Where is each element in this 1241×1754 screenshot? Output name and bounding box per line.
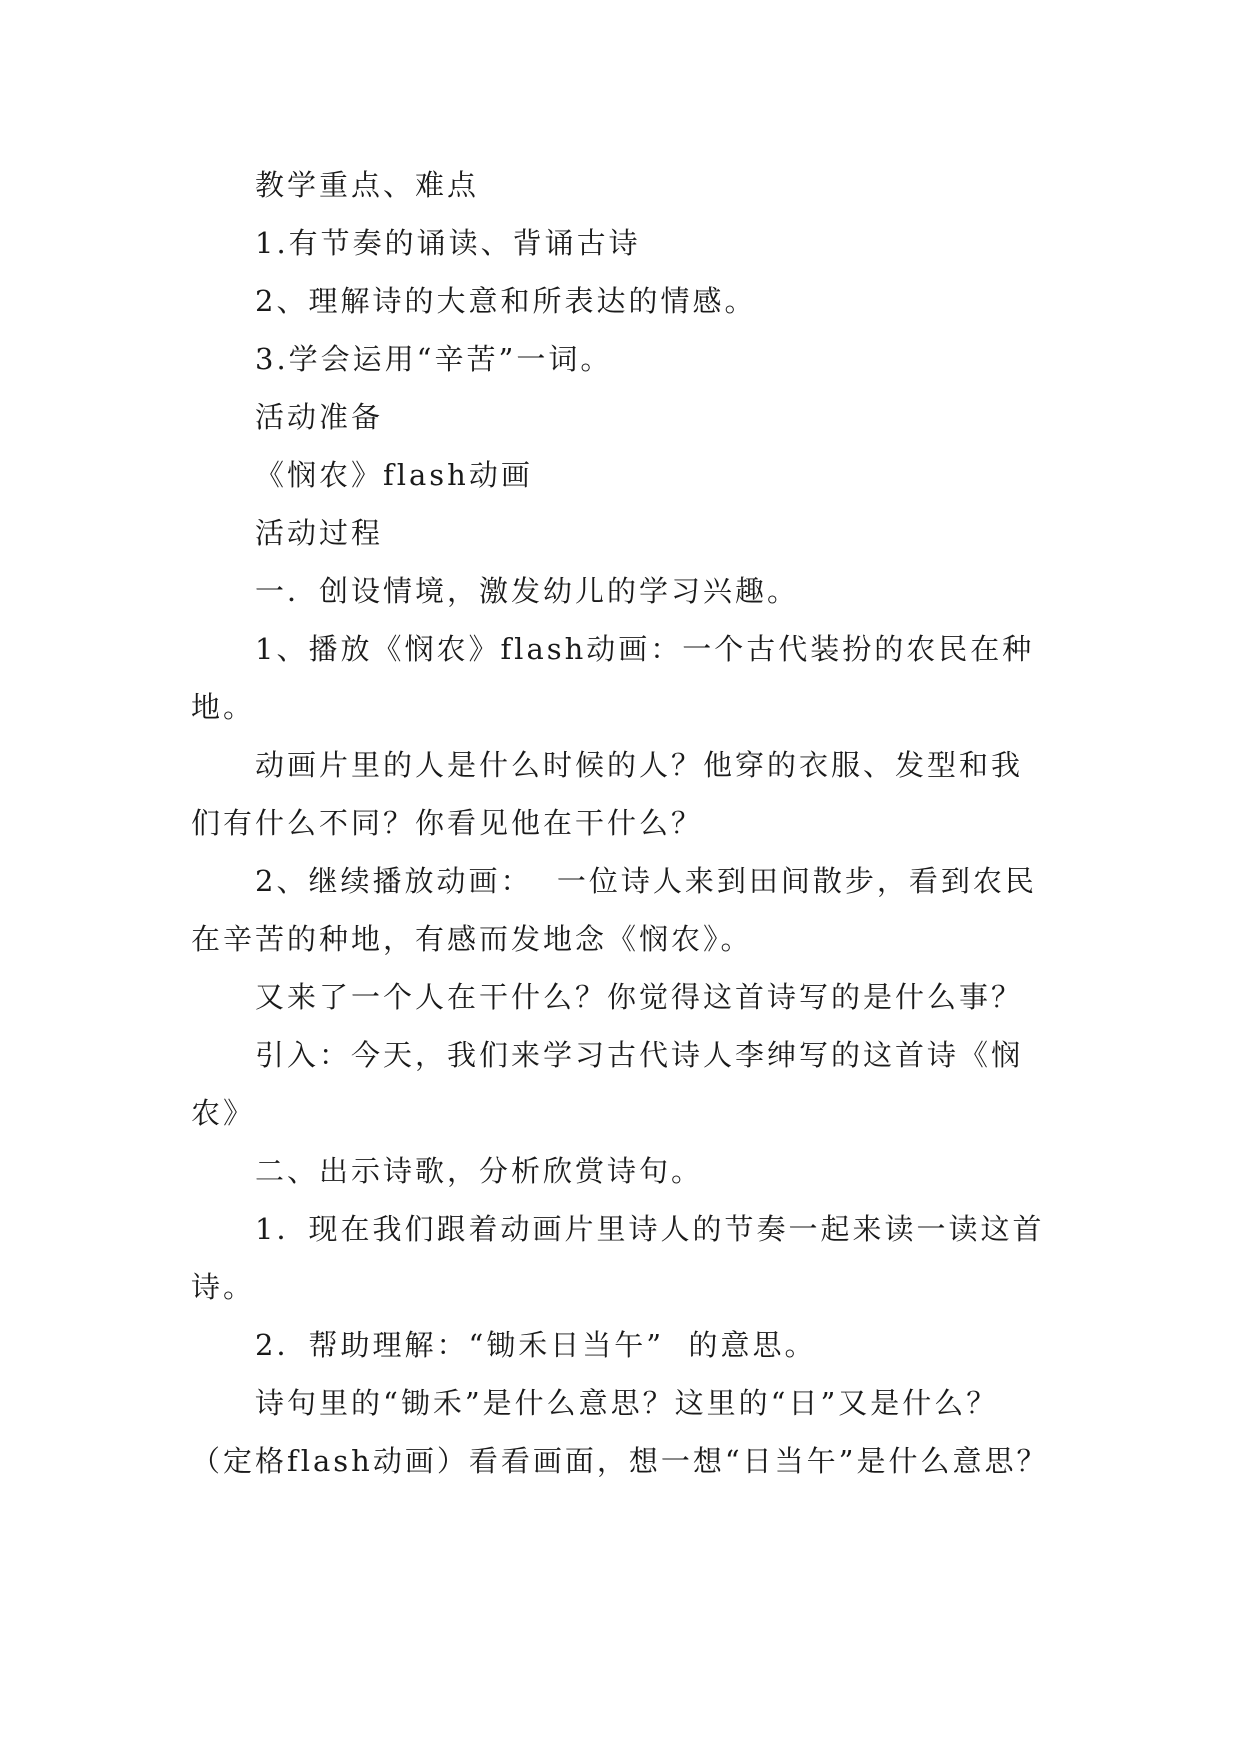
preparation-item: 《悯农》flash动画 <box>255 458 533 492</box>
key-point-1: 1.有节奏的诵读、背诵古诗 <box>255 226 641 260</box>
step-1-1: 1、播放《悯农》flash动画：一个古代装扮的农民在种地。 <box>191 632 1035 724</box>
step-1-1-questions: 动画片里的人是什么时候的人？他穿的衣服、发型和我们有什么不同？你看见他在干什么？ <box>191 748 1024 840</box>
step-2-2-questions: 诗句里的“锄禾”是什么意思？这里的“日”又是什么？（定格flash动画）看看画面，想一想“日当午”是什么意思？ <box>191 1386 1049 1478</box>
heading-process: 活动过程 <box>255 516 384 550</box>
key-point-3: 3.学会运用“辛苦”一词。 <box>255 342 613 376</box>
key-point-2: 2、理解诗的大意和所表达的情感。 <box>255 284 757 318</box>
document-body <box>191 156 1053 1490</box>
step-1-2-question: 又来了一个人在干什么？你觉得这首诗写的是什么事？ <box>255 980 1024 1014</box>
heading-key-points: 教学重点、难点 <box>255 168 480 202</box>
section-2-title: 二、出示诗歌，分析欣赏诗句。 <box>255 1154 704 1188</box>
introduction: 引入：今天，我们来学习古代诗人李绅写的这首诗《悯农》 <box>191 1038 1024 1130</box>
heading-preparation: 活动准备 <box>255 400 384 434</box>
step-2-1: 1．现在我们跟着动画片里诗人的节奏一起来读一读这首诗。 <box>191 1212 1045 1304</box>
step-2-2: 2．帮助理解：“锄禾日当午” 的意思。 <box>255 1328 817 1362</box>
section-1-title: 一．创设情境，激发幼儿的学习兴趣。 <box>255 574 800 608</box>
step-1-2: 2、继续播放动画： 一位诗人来到田间散步，看到农民在辛苦的种地，有感而发地念《悯农》。 <box>191 864 1037 956</box>
